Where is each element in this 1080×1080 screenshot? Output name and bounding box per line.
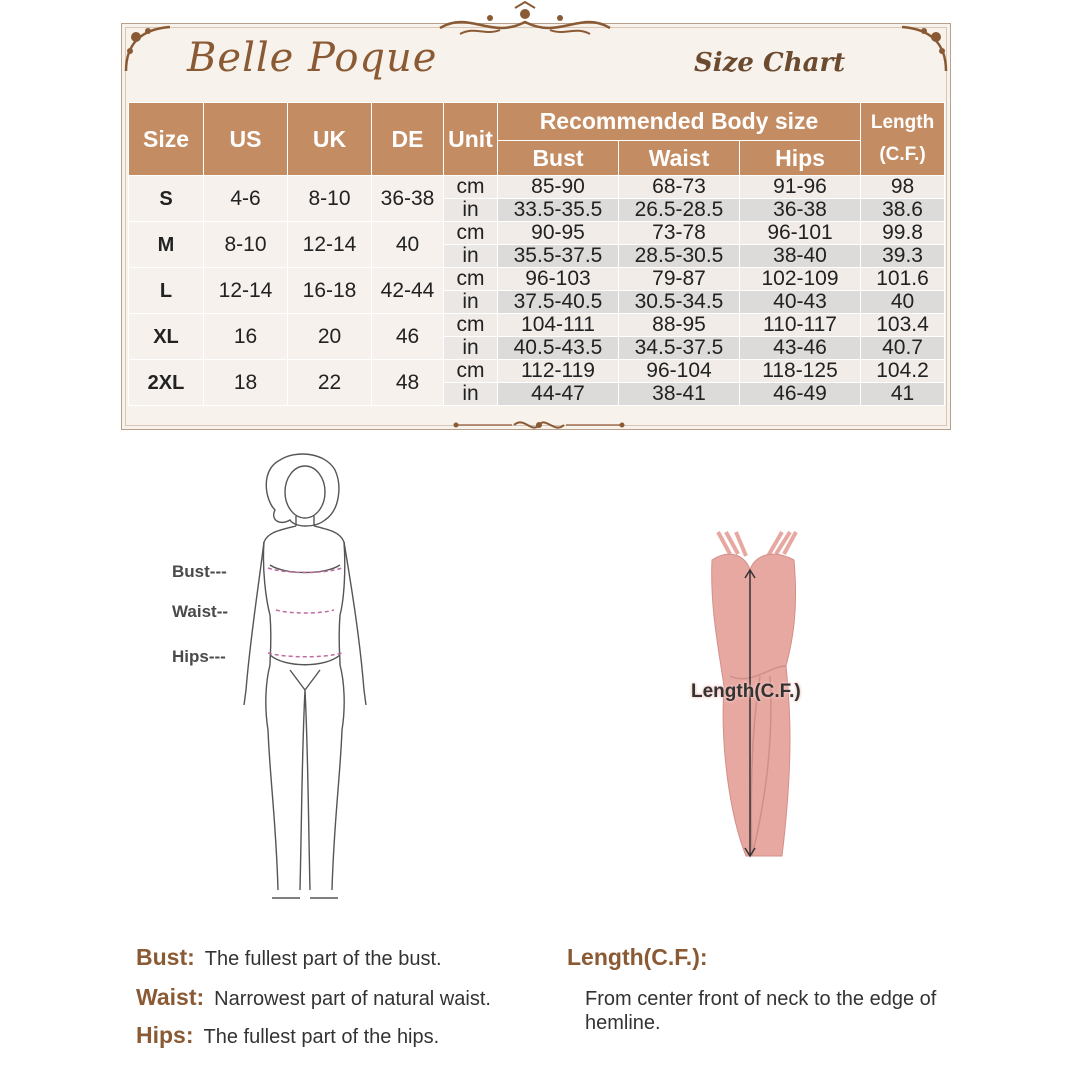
table-row: [129, 222, 945, 245]
brand-logo-text: Belle Poque: [187, 35, 438, 81]
header-waist: Waist: [619, 141, 740, 176]
us-cell: 18: [204, 360, 288, 406]
legend-length-desc: From center front of neck to the edge of hemline.: [585, 988, 937, 1034]
legend-bust-term: Bust:: [136, 944, 195, 970]
hips-cell: 43-46: [740, 337, 861, 360]
bust-cell: 35.5-37.5: [498, 245, 619, 268]
uk-cell: 8-10: [288, 176, 372, 222]
waist-cell: 68-73: [619, 176, 740, 199]
waist-cell: 30.5-34.5: [619, 291, 740, 314]
bust-cell: 37.5-40.5: [498, 291, 619, 314]
table-row: [129, 360, 945, 383]
unit-cell: cm: [444, 360, 498, 383]
hips-cell: 91-96: [740, 176, 861, 199]
waist-cell: 79-87: [619, 268, 740, 291]
uk-cell: 16-18: [288, 268, 372, 314]
unit-cell: cm: [444, 314, 498, 337]
size-table: [128, 102, 945, 406]
bust-cell: 44-47: [498, 383, 619, 406]
de-cell: 46: [372, 314, 444, 360]
hips-cell: 40-43: [740, 291, 861, 314]
length-cell: 99.8: [861, 222, 945, 245]
header-unit: Unit: [444, 103, 498, 176]
hips-cell: 118-125: [740, 360, 861, 383]
header-hips: Hips: [740, 141, 861, 176]
de-cell: 42-44: [372, 268, 444, 314]
hips-cell: 46-49: [740, 383, 861, 406]
header-length-line2: (C.F.): [879, 144, 926, 165]
de-cell: 36-38: [372, 176, 444, 222]
us-cell: 16: [204, 314, 288, 360]
length-cell: 103.4: [861, 314, 945, 337]
hips-cell: 36-38: [740, 199, 861, 222]
us-cell: 12-14: [204, 268, 288, 314]
length-cell: 101.6: [861, 268, 945, 291]
header-size: Size: [129, 103, 204, 176]
bust-cell: 96-103: [498, 268, 619, 291]
waist-label: Waist--: [172, 602, 229, 621]
size-cell: M: [129, 222, 204, 268]
size-cell: XL: [129, 314, 204, 360]
waist-cell: 38-41: [619, 383, 740, 406]
header-length: [861, 103, 945, 176]
length-cell: 41: [861, 383, 945, 406]
unit-cell: in: [444, 337, 498, 360]
bust-label: Bust---: [172, 562, 227, 581]
table-row: [129, 176, 945, 199]
table-row: [129, 268, 945, 291]
hips-label: Hips---: [172, 647, 226, 666]
hips-cell: 110-117: [740, 314, 861, 337]
header-de: DE: [372, 103, 444, 176]
de-cell: 48: [372, 360, 444, 406]
hips-cell: 38-40: [740, 245, 861, 268]
unit-cell: in: [444, 291, 498, 314]
unit-cell: in: [444, 199, 498, 222]
unit-cell: in: [444, 245, 498, 268]
unit-cell: in: [444, 383, 498, 406]
uk-cell: 20: [288, 314, 372, 360]
waist-cell: 26.5-28.5: [619, 199, 740, 222]
unit-cell: cm: [444, 268, 498, 291]
header-recommended-body-size: Recommended Body size: [498, 103, 861, 141]
size-cell: L: [129, 268, 204, 314]
bust-cell: 90-95: [498, 222, 619, 245]
hips-cell: 102-109: [740, 268, 861, 291]
de-cell: 40: [372, 222, 444, 268]
length-cell: 40: [861, 291, 945, 314]
legend-hips-term: Hips:: [136, 1022, 194, 1048]
size-cell: S: [129, 176, 204, 222]
legend-bust-desc: The fullest part of the bust.: [204, 948, 442, 970]
waist-cell: 34.5-37.5: [619, 337, 740, 360]
legend-length-term: Length(C.F.):: [567, 944, 708, 970]
bust-cell: 33.5-35.5: [498, 199, 619, 222]
us-cell: 8-10: [204, 222, 288, 268]
length-cell: 104.2: [861, 360, 945, 383]
waist-cell: 88-95: [619, 314, 740, 337]
header-us: US: [204, 103, 288, 176]
uk-cell: 22: [288, 360, 372, 406]
legend-waist: [136, 984, 491, 1011]
us-cell: 4-6: [204, 176, 288, 222]
corner-ornament-right-icon: [898, 23, 950, 75]
legend-waist-desc: Narrowest part of natural waist.: [214, 988, 491, 1010]
legend-bust: [136, 944, 442, 971]
hips-cell: 96-101: [740, 222, 861, 245]
unit-cell: cm: [444, 176, 498, 199]
legend-waist-term: Waist:: [136, 984, 205, 1010]
unit-cell: cm: [444, 222, 498, 245]
bust-cell: 104-111: [498, 314, 619, 337]
length-cell: 40.7: [861, 337, 945, 360]
waist-cell: 73-78: [619, 222, 740, 245]
waist-cell: 96-104: [619, 360, 740, 383]
header-bust: Bust: [498, 141, 619, 176]
top-ornament-icon: [430, 0, 620, 44]
length-cf-label: Length(C.F.): [691, 681, 801, 702]
bust-cell: 112-119: [498, 360, 619, 383]
header-uk: UK: [288, 103, 372, 176]
waist-cell: 28.5-30.5: [619, 245, 740, 268]
bottom-ornament-icon: [452, 414, 626, 436]
body-figure-illustration: [240, 450, 370, 905]
legend-hips-desc: The fullest part of the hips.: [203, 1026, 440, 1048]
length-cell: 39.3: [861, 245, 945, 268]
header-length-line1: Length: [870, 112, 935, 133]
bust-cell: 85-90: [498, 176, 619, 199]
length-cell: 38.6: [861, 199, 945, 222]
legend-hips: [136, 1022, 439, 1049]
size-cell: 2XL: [129, 360, 204, 406]
chart-title: Size Chart: [694, 48, 846, 78]
uk-cell: 12-14: [288, 222, 372, 268]
bust-cell: 40.5-43.5: [498, 337, 619, 360]
length-cell: 98: [861, 176, 945, 199]
table-row: [129, 314, 945, 337]
corner-ornament-left-icon: [122, 23, 174, 75]
